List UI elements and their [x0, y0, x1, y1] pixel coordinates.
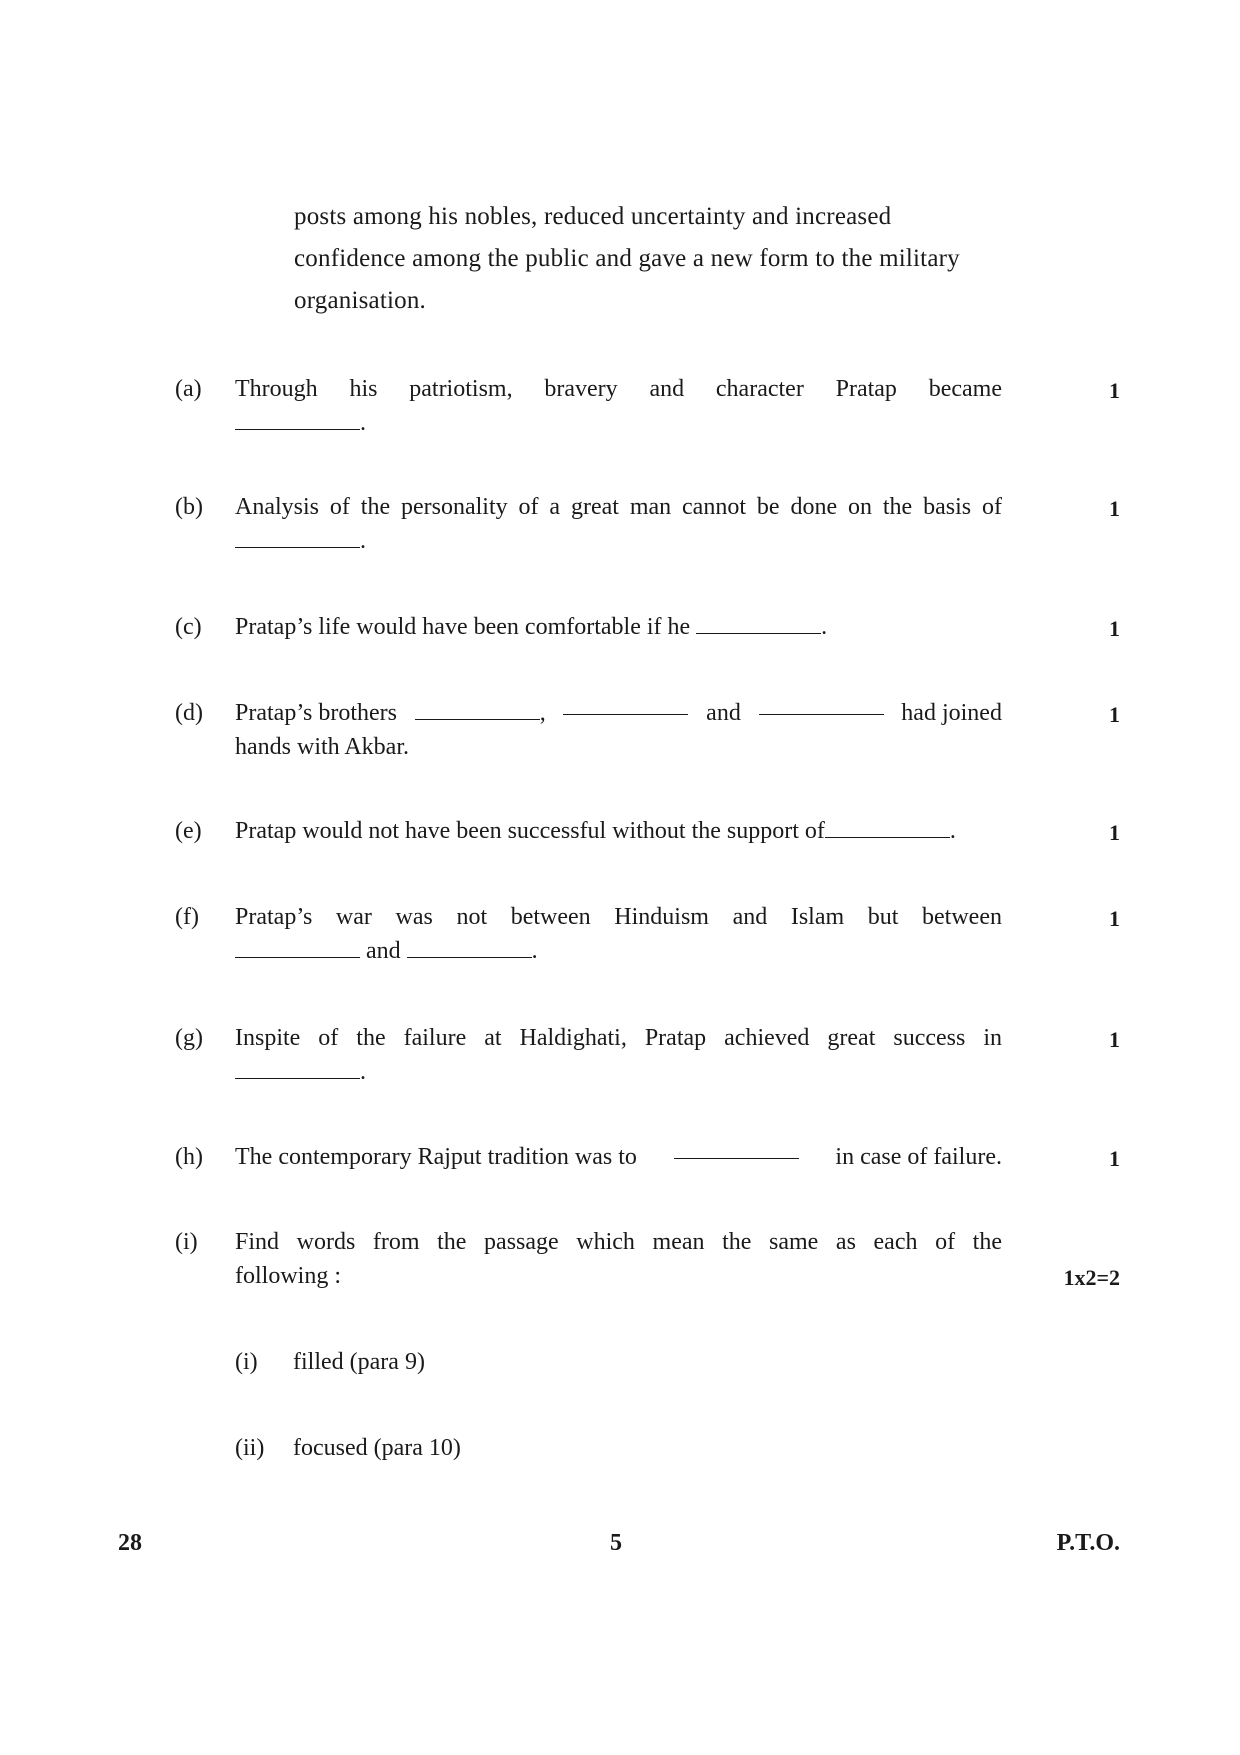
sub-item-text: focused (para 10): [293, 1435, 461, 1461]
sub-item-label: (ii): [235, 1435, 265, 1461]
answer-blank[interactable]: [407, 939, 532, 958]
question-text: Pratap would not have been successful without the support of .: [235, 818, 956, 844]
question-label: (c): [175, 614, 202, 640]
question-text: Pratap’s brothers , and had joined hands with Akbar.: [235, 696, 1002, 764]
page-number: 5: [610, 1530, 622, 1556]
sub-item-ii: [235, 1431, 461, 1465]
pto-label: P.T.O.: [1056, 1530, 1120, 1556]
question-text: Find words from the passage which mean the same as each of the following :: [235, 1229, 1002, 1289]
question-label: (e): [175, 818, 202, 844]
marks: 1: [1109, 906, 1120, 931]
passage-line: organisation.: [294, 287, 426, 314]
answer-blank[interactable]: [825, 819, 950, 838]
paper-code: 28: [118, 1530, 142, 1556]
question-text: Pratap’s life would have been comfortable if he .: [235, 614, 828, 640]
answer-blank[interactable]: [674, 1140, 799, 1159]
sub-item-i: [235, 1345, 425, 1379]
answer-blank[interactable]: [235, 529, 360, 548]
marks: 1: [1109, 616, 1120, 641]
question-label: (i): [175, 1229, 198, 1255]
question-text: Inspite of the failure at Haldighati, Pratap achieved great success in .: [235, 1025, 1002, 1085]
question-label: (a): [175, 376, 202, 402]
marks: 1: [1109, 1146, 1120, 1171]
question-text: The contemporary Rajput tradition was to in case of failure.: [235, 1140, 1002, 1174]
marks: 1: [1109, 1027, 1120, 1052]
question-text: Through his patriotism, bravery and character Pratap became .: [235, 376, 1002, 436]
sub-item-label: (i): [235, 1349, 258, 1375]
passage-line: posts among his nobles, reduced uncertainty and increased: [294, 203, 892, 230]
answer-blank[interactable]: [415, 701, 540, 720]
marks: 1: [1109, 702, 1120, 727]
passage-continuation: [294, 196, 1060, 322]
answer-blank[interactable]: [235, 411, 360, 430]
question-label: (d): [175, 700, 203, 726]
answer-blank[interactable]: [696, 615, 821, 634]
question-text: Analysis of the personality of a great man cannot be done on the basis of .: [235, 494, 1002, 554]
answer-blank[interactable]: [563, 696, 688, 715]
answer-blank[interactable]: [235, 939, 360, 958]
question-label: (g): [175, 1025, 203, 1051]
marks: 1: [1109, 820, 1120, 845]
question-label: (b): [175, 494, 203, 520]
question-text: Pratap’s war was not between Hinduism and Islam but between and .: [235, 904, 1002, 964]
question-label: (h): [175, 1144, 203, 1170]
marks: 1: [1109, 378, 1120, 403]
sub-item-text: filled (para 9): [293, 1349, 425, 1375]
passage-line: confidence among the public and gave a new form to the military: [294, 245, 960, 272]
marks: 1: [1109, 496, 1120, 521]
question-label: (f): [175, 904, 199, 930]
marks: 1x2=2: [1063, 1265, 1120, 1290]
answer-blank[interactable]: [759, 696, 884, 715]
answer-blank[interactable]: [235, 1060, 360, 1079]
